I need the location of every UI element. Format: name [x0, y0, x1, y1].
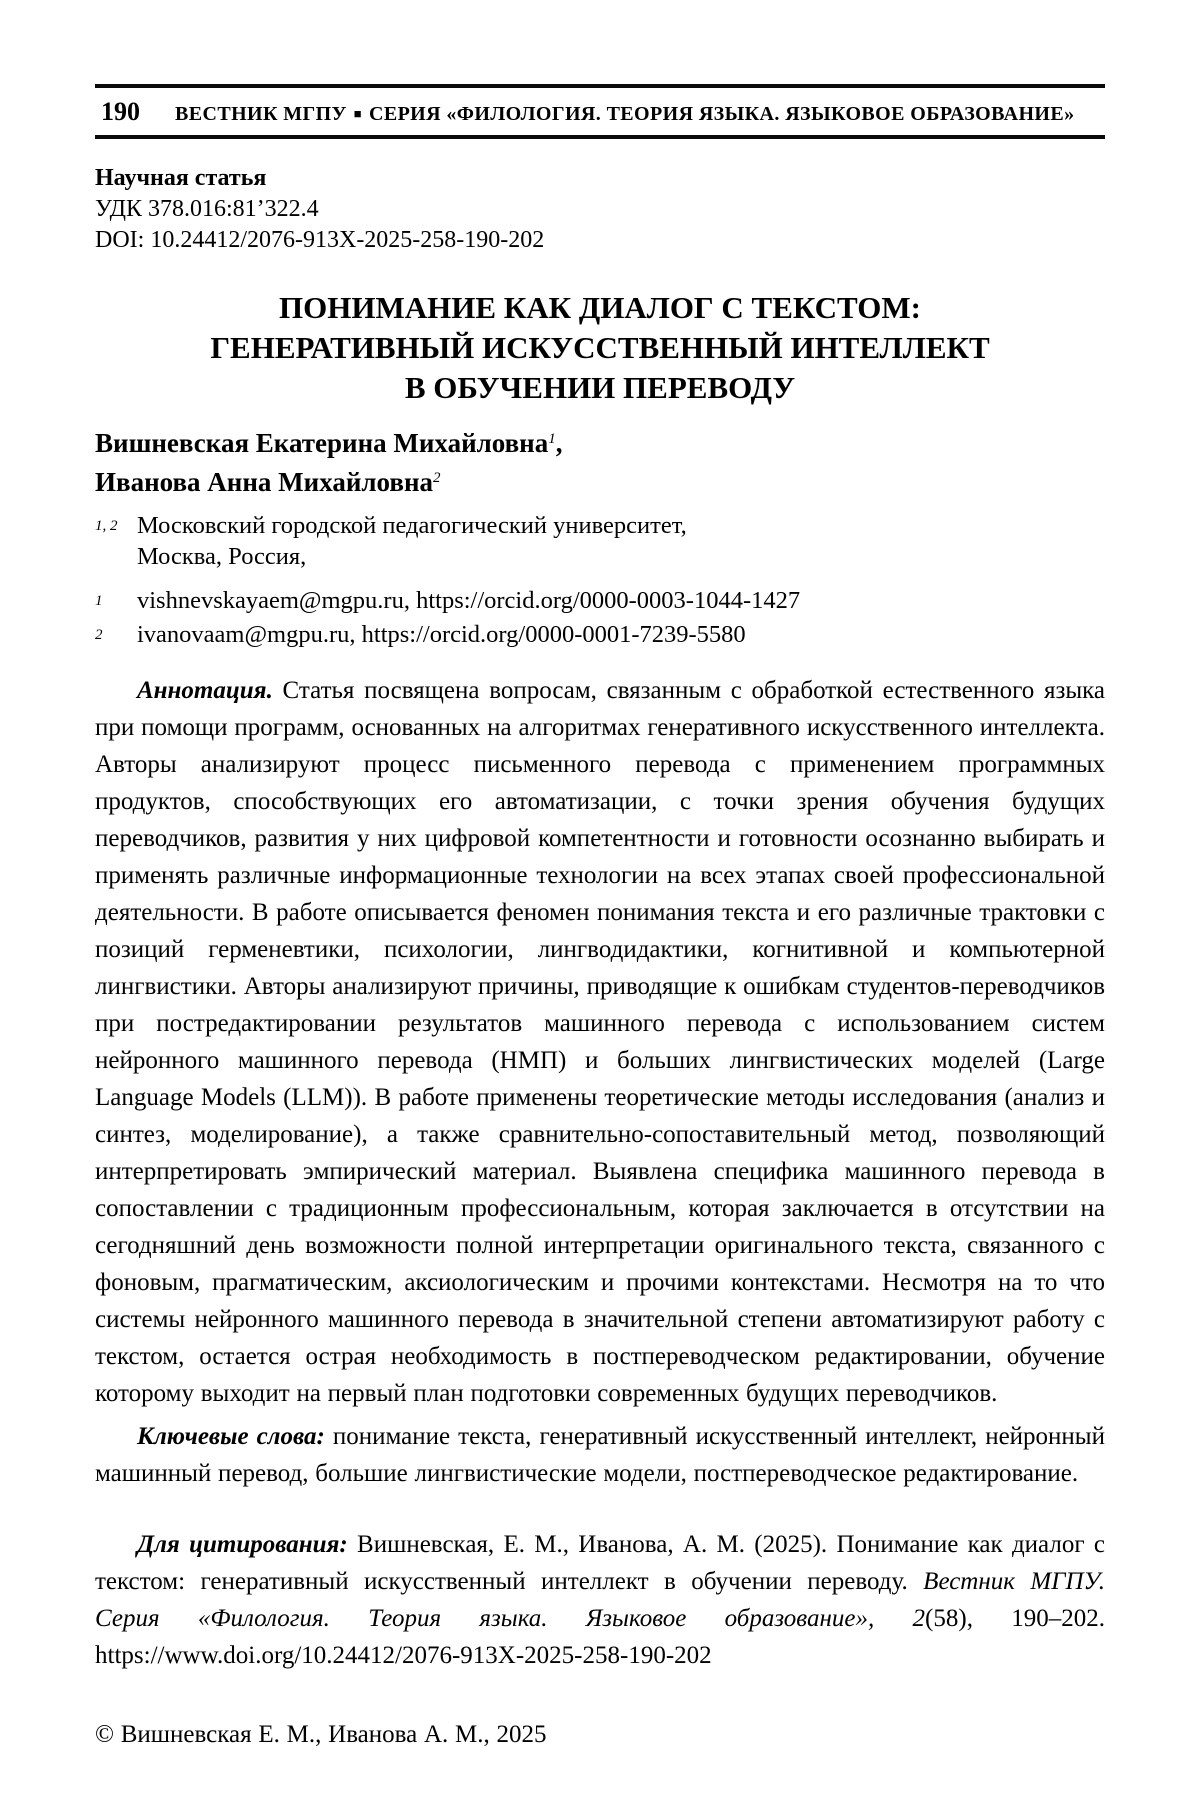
affiliation-line: Московский городской педагогический университет,	[137, 512, 687, 539]
running-head	[95, 84, 1105, 139]
article-title-line: ПОНИМАНИЕ КАК ДИАЛОГ С ТЕКСТОМ:	[279, 290, 921, 325]
article-title-line: ГЕНЕРАТИВНЫЙ ИСКУССТВЕННЫЙ ИНТЕЛЛЕКТ	[210, 330, 990, 365]
author-line	[95, 461, 1105, 500]
author-name: Иванова Анна Михайловна	[95, 467, 434, 497]
abstract-paragraph	[95, 672, 1105, 1412]
author-affiliation-marker: 1	[548, 431, 556, 447]
article-title	[95, 288, 1105, 408]
journal-series: СЕРИЯ «ФИЛОЛОГИЯ. ТЕОРИЯ ЯЗЫКА. ЯЗЫКОВОЕ ОБРАЗОВАНИЕ»	[368, 103, 1075, 125]
page-number: 190	[101, 97, 140, 126]
contact-line	[95, 618, 1105, 652]
author-suffix: ,	[555, 428, 563, 458]
copyright-line: © Вишневская Е. М., Иванова А. М., 2025	[95, 1721, 547, 1748]
citation-text-after: (58), 190–202. https://www.doi.org/10.24412/2076-913X-2025-258-190-202	[95, 1605, 1106, 1669]
doi-line: DOI: 10.24412/2076-913X-2025-258-190-202	[95, 227, 545, 253]
contact-email-orcid: ivanovaam@mgpu.ru, https://orcid.org/0000-0001-7239-5580	[137, 621, 746, 648]
contact-email-orcid: vishnevskayaem@mgpu.ru, https://orcid.org/0000-0003-1044-1427	[137, 587, 801, 614]
authors-block	[95, 422, 1105, 500]
abstract-text: Статья посвящена вопросам, связанным с обработкой естественного языка при помощи программ, основанных на алгоритмах генеративного искусственного интеллекта. Авторы анализируют процесс письменного перевода с применением программных продуктов, способствующих его автоматизации, с точки зрения обучения будущих переводчиков, развития у них цифровой компетентности и готовности осознанно выбирать и применять различные информационные технологии на всех этапах своей профессиональной деятельности. В работе описывается феномен понимания текста и его различные трактовки с позиций герменевтики, психологии, лингводидактики, когнитивной и компьютерной лингвистики. Авторы анализируют причины, приводящие к ошибкам студентов-переводчиков при постредактировании результатов машинного перевода с использованием систем нейронного машинного перевода (НМП) и больших лингвистических моделей (Large Language Models (LLM)). В работе применены теоретические методы исследования (анализ и синтез, моделирование), а также сравнительно-сопоставительный метод, позволяющий интерпретировать эмпирический материал. Выявлена специфика машинного перевода в сопоставлении с традиционным профессиональным, которая заключается в отсутствии на сегодняшний день возможности полной интерпретации оригинального текста, связанного с фоновым, прагматическим, аксиологическим и прочими контекстами. Несмотря на то что системы нейронного машинного перевода в значительной степени автоматизируют работу с текстом, остается острая необходимость в постпереводческом редактировании, обучение которому выходит на первый план подготовки современных будущих переводчиков.	[95, 677, 1106, 1407]
citation-text: Вишневская, Е. М., Иванова, А. М. (2025). Понимание как диалог с текстом: генеративный искусственный интеллект в обучении переводу.	[95, 1531, 1105, 1595]
author-line	[95, 422, 1105, 461]
article-type-label: Научная статья	[95, 165, 267, 191]
affiliation-line: Москва, Россия,	[137, 543, 307, 570]
keywords-label: Ключевые слова:	[137, 1423, 325, 1450]
udc-line: УДК 378.016:81’322.4	[95, 196, 319, 222]
keywords-text: понимание текста, генеративный искусственный интеллект, нейронный машинный перевод, большие лингвистические модели, постпереводческое редактирование.	[95, 1423, 1105, 1487]
citation-paragraph	[95, 1526, 1105, 1674]
article-meta	[95, 163, 1105, 256]
contacts-block	[95, 584, 1105, 652]
keywords-paragraph	[95, 1418, 1105, 1492]
citation-journal-italic: Вестник МГПУ. Серия «Филология. Теория языка. Языковое образование», 2	[95, 1568, 1105, 1632]
square-bullet-icon: ■	[353, 106, 362, 121]
contact-marker: 1	[95, 593, 103, 609]
contact-line	[95, 584, 1105, 618]
citation-label: Для цитирования:	[137, 1531, 348, 1558]
journal-name: ВЕСТНИК МГПУ	[175, 103, 347, 125]
author-affiliation-marker: 2	[433, 470, 441, 486]
abstract-label: Аннотация.	[137, 677, 273, 704]
affiliation-block	[95, 510, 1105, 572]
journal-title	[175, 103, 1103, 126]
author-name: Вишневская Екатерина Михайловна	[95, 428, 549, 458]
affiliation-text	[137, 510, 687, 572]
contact-marker: 2	[95, 627, 103, 643]
affiliation-marker: 1, 2	[95, 518, 118, 534]
article-title-line: В ОБУЧЕНИИ ПЕРЕВОДУ	[404, 370, 796, 405]
